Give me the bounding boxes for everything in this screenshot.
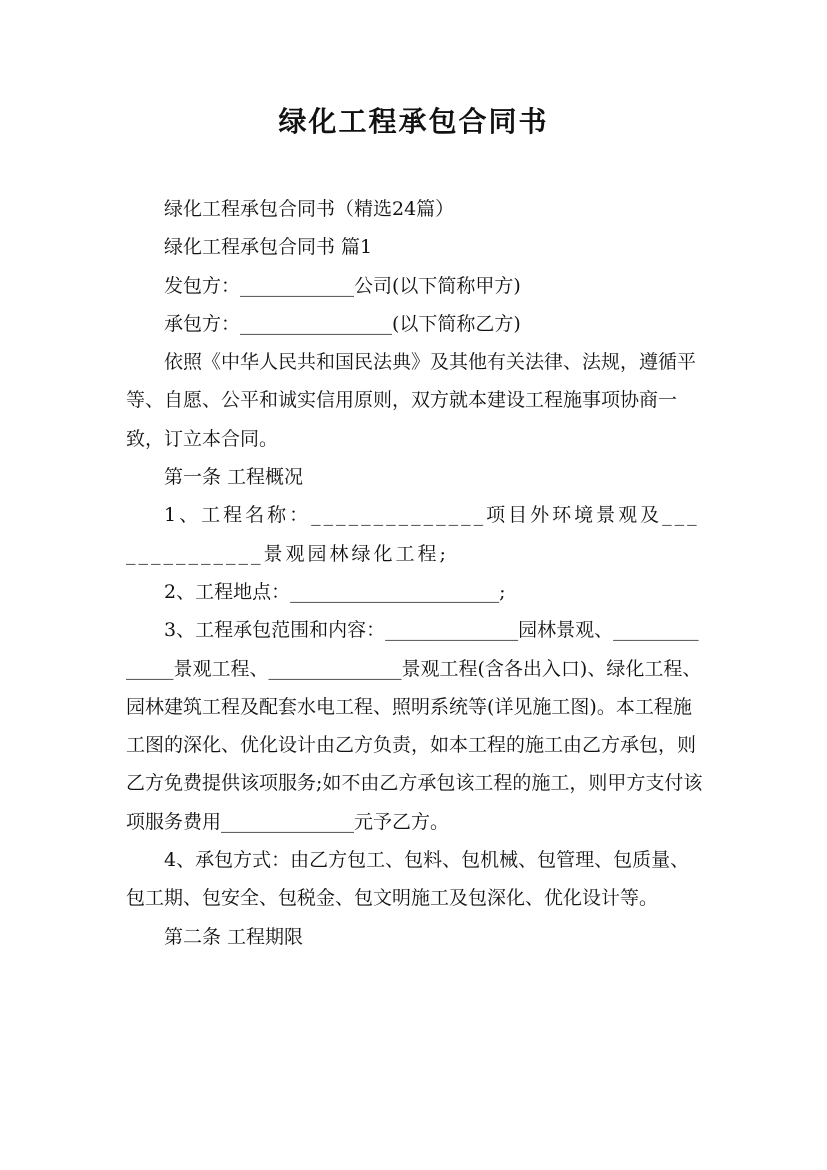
paragraph-article-1-heading: 第一条 工程概况 [164, 466, 304, 489]
paragraph-subtitle: 绿化工程承包合同书（精选24篇） [164, 198, 455, 220]
paragraph-party-b: 承包方：________________(以下简称乙方) [164, 312, 521, 335]
paragraph-project-location: 2、工程地点：______________________; [164, 580, 506, 603]
paragraph-project-scope: 3、工程承包范围和内容：______________园林景观、______________景观工程、______________景观工程(含各出入口)、绿化工程、园林建筑工程及配套水电工程、照明系统等(详见施工图)。本工程施工图的深化、优化设计由乙方负责，如本工程的施工由乙方承包，则乙方免费提供该项服务;如不由乙方承包该工程的施工，则甲方支付该项服务费用______________元予乙方。 [126, 619, 703, 833]
paragraph-project-name: 1、工程名称：______________项目外环境景观及______________景观园林绿化工程; [126, 504, 700, 565]
paragraph-article-2-heading: 第二条 工程期限 [164, 925, 304, 948]
paragraph-section-heading: 绿化工程承包合同书 篇1 [164, 236, 373, 259]
document-body [126, 190, 706, 956]
document-title: 绿化工程承包合同书 [278, 105, 549, 138]
paragraph-preamble: 依照《中华人民共和国民法典》及其他有关法律、法规，遵循平等、自愿、公平和诚实信用原则，双方就本建设工程施事项协商一致，订立本合同。 [126, 351, 697, 450]
paragraph-party-a: 发包方：____________公司(以下简称甲方) [164, 274, 521, 297]
paragraph-contract-method: 4、承包方式：由乙方包工、包料、包机械、包管理、包质量、包工期、包安全、包税金、包文明施工及包深化、优化设计等。 [126, 849, 690, 910]
